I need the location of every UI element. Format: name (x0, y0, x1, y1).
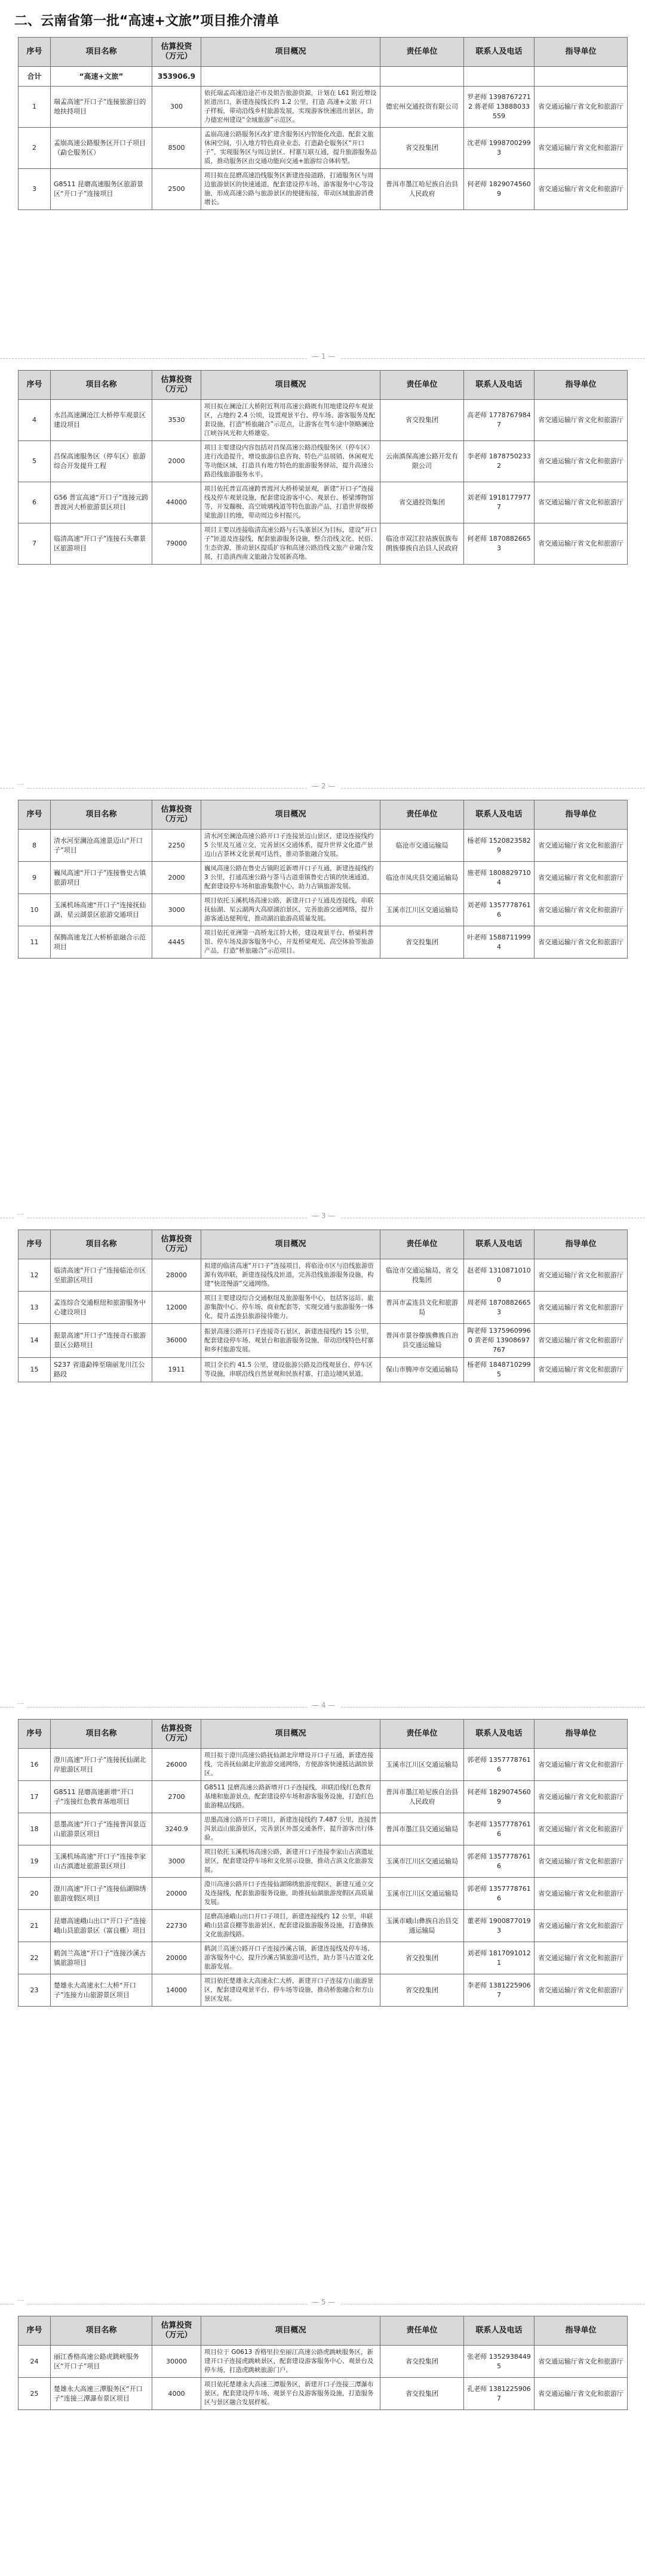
header-seq: 序号 (19, 800, 51, 830)
row-seq: 22 (19, 1942, 51, 1974)
row-guide: 省交通运输厅省文化和旅游厅 (535, 1813, 628, 1845)
table-header-row (19, 1720, 628, 1749)
table-header-row (19, 38, 628, 67)
header-overview: 项目概况 (201, 1720, 380, 1749)
header-guide: 指导单位 (535, 800, 628, 830)
table-row (19, 523, 628, 565)
row-project-name: 清水河至澜沧高速景迈山“开口子”项目 (51, 830, 152, 862)
sheet-3 (18, 800, 627, 959)
header-seq: 序号 (19, 2316, 51, 2346)
row-overview: 项目全长约 41.5 公里，建设旅游公路及沿线观景台、停车区等设施，串联沿线自然景观和民族村寨，打造边境风景道。 (201, 1358, 380, 1382)
row-investment: 36000 (152, 1324, 201, 1358)
row-guide: 省交通运输厅省文化和旅游厅 (535, 441, 628, 482)
table-row (19, 482, 628, 523)
row-seq: 11 (19, 926, 51, 959)
row-project-name: 临清高速“开口子”连接石头寨景区旅游项目 (51, 523, 152, 565)
row-investment: 12000 (152, 1292, 201, 1324)
row-guide: 省交通运输厅省文化和旅游厅 (535, 523, 628, 565)
row-overview: 巍凤高速公路在鲁史古镇附近新增开口子互通，新建连接线约 3 公里，打通高速公路与茶马古道重镇鲁史古镇的快速通道，配套建设停车场和旅游集散中心，助力古镇旅游发展。 (201, 862, 380, 894)
row-overview: 依托瑞孟高速沿途芒市及姐告旅游资源，计划在 L61 附近增设匝道出口，新建连接线长约 1.2 公里，打造 高速+文旅 开口子样板，带动沿线乡村旅游发展，实现游客快速进出景区，助力德宏州建设“全域旅游”示范区。 (201, 87, 380, 128)
row-project-name: G8511 昆磨高速新增“开口子”连接红色教育基地项目 (51, 1781, 152, 1813)
row-unit: 省交投集团 (380, 2346, 464, 2378)
row-seq: 19 (19, 1845, 51, 1878)
table-row (19, 862, 628, 894)
header-contact: 联系人及电话 (464, 38, 535, 67)
header-unit: 责任单位 (380, 1230, 464, 1259)
row-seq: 9 (19, 862, 51, 894)
row-unit: 省交投集团 (380, 1942, 464, 1974)
row-unit: 保山市腾冲市交通运输局 (380, 1358, 464, 1382)
row-unit: 玉溪市江川区交通运输局 (380, 1749, 464, 1781)
row-overview: 项目依托亚洲第一高桥龙江特大桥，建设观景平台、桥梁科普馆、停车场及游客服务中心，开发桥梁观光、高空体验等旅游产品，打造“桥旅融合”示范项目。 (201, 926, 380, 959)
row-seq: 12 (19, 1259, 51, 1292)
row-seq: 2 (19, 128, 51, 169)
header-guide: 指导单位 (535, 1230, 628, 1259)
header-seq: 序号 (19, 38, 51, 67)
row-seq: 15 (19, 1358, 51, 1382)
project-table (18, 37, 628, 210)
row-seq: 7 (19, 523, 51, 565)
row-project-name: S237 省道勐捧至瑞丽龙川江公路段 (51, 1358, 152, 1382)
row-guide: 省交通运输厅省文化和旅游厅 (535, 482, 628, 523)
table-row (19, 1358, 628, 1382)
row-unit: 普洱市孟连县文化和旅游局 (380, 1292, 464, 1324)
row-project-name: 澄川高速“开口子”连接仙湖锦绣旅游度假区项目 (51, 1878, 152, 1910)
row-unit: 玉溪市峨山彝族自治县交通运输局 (380, 1910, 464, 1942)
row-contact: 叶老师 15887119994 (464, 926, 535, 959)
header-name: 项目名称 (51, 800, 152, 830)
row-contact: 何老师 18708826653 (464, 523, 535, 565)
page-corner-mark: 一 (14, 779, 26, 790)
row-guide: 省交通运输厅省文化和旅游厅 (535, 1358, 628, 1382)
header-unit: 责任单位 (380, 800, 464, 830)
row-overview: 项目拟在澜沧江大桥附近利用高速公路既有用地建设停车观景区，占地约 2.4 公顷，设置观景平台、停车场、游客服务及配套设施，打造“桥旅融合”示范点，让游客在驾车途中领略澜沧江峡谷风光和大桥雄姿。 (201, 400, 380, 441)
row-unit: 临沧市凤庆县交通运输局 (380, 862, 464, 894)
row-guide: 省交通运输厅省文化和旅游厅 (535, 169, 628, 210)
header-name: 项目名称 (51, 2316, 152, 2346)
row-seq: 6 (19, 482, 51, 523)
row-overview: 清水河至澜沧高速公路开口子连接景迈山景区，建设连接线约 5 公里及互通立交，完善景区交通体系，提升世界文化遗产景迈山古茶林文化景观可达性，推动茶旅融合发展。 (201, 830, 380, 862)
row-guide: 省交通运输厅省文化和旅游厅 (535, 1878, 628, 1910)
row-seq: 20 (19, 1878, 51, 1910)
header-overview: 项目概况 (201, 2316, 380, 2346)
row-investment: 20000 (152, 1878, 201, 1910)
row-investment: 2000 (152, 862, 201, 894)
row-seq: 10 (19, 894, 51, 926)
header-investment: 估算投资（万元） (152, 2316, 201, 2346)
header-contact: 联系人及电话 (464, 371, 535, 400)
row-seq: 5 (19, 441, 51, 482)
row-guide: 省交通运输厅省文化和旅游厅 (535, 128, 628, 169)
row-contact: 孔老师 13812259067 (464, 2378, 535, 2410)
row-seq: 4 (19, 400, 51, 441)
row-guide: 省交通运输厅省文化和旅游厅 (535, 400, 628, 441)
row-seq: 3 (19, 169, 51, 210)
row-overview: 振景高速公路开口子连接奇石景区，新建连接线约 15 公里，配套建设停车场、观景台和旅游服务设施，带动沿线特色村寨和乡村旅游发展。 (201, 1324, 380, 1358)
table-row (19, 169, 628, 210)
total-label: 合计 (19, 67, 51, 87)
row-seq: 18 (19, 1813, 51, 1845)
row-unit: 普洱市墨江哈尼族自治县人民政府 (380, 1781, 464, 1813)
row-seq: 1 (19, 87, 51, 128)
header-contact: 联系人及电话 (464, 1720, 535, 1749)
table-row (19, 2378, 628, 2410)
table-header-row (19, 371, 628, 400)
header-guide: 指导单位 (535, 371, 628, 400)
row-investment: 4445 (152, 926, 201, 959)
row-seq: 24 (19, 2346, 51, 2378)
header-overview: 项目概况 (201, 371, 380, 400)
row-contact: 陶老师 13759609960 黄老师 13908697767 (464, 1324, 535, 1358)
row-investment: 14000 (152, 1974, 201, 2007)
row-investment: 22730 (152, 1910, 201, 1942)
row-project-name: 孟连综合交通枢纽和旅游服务中心建设项目 (51, 1292, 152, 1324)
row-investment: 8500 (152, 128, 201, 169)
row-guide: 省交通运输厅省文化和旅游厅 (535, 2378, 628, 2410)
row-overview: 项目依托玉溪机场高速公路，新建开口子互通及连接线，串联抚仙湖、星云湖两大高原湖泊景区，完善旅游交通网络，提升游客通达便利度，推动湖泊旅游高质量发展。 (201, 894, 380, 926)
row-overview: 项目拟于澄川高速公路抚仙湖北岸增设开口子互通，新建连接线，完善抚仙湖北岸旅游交通网络，方便游客快速抵达湖滨景区。 (201, 1749, 380, 1781)
row-contact: 杨老师 18487102995 (464, 1358, 535, 1382)
row-contact: 李老师 18787502332 (464, 441, 535, 482)
row-project-name: 水昌高速澜沧江大桥停车观景区建设项目 (51, 400, 152, 441)
row-contact: 李老师 13577787616 (464, 1813, 535, 1845)
sheet-5 (18, 1719, 627, 2007)
row-unit: 省交投集团 (380, 128, 464, 169)
row-project-name: 玉溪机场高速“开口子”连接抚仙湖、星云湖景区旅游交通项目 (51, 894, 152, 926)
row-seq: 14 (19, 1324, 51, 1358)
row-unit: 玉溪市江川区交通运输局 (380, 894, 464, 926)
row-unit: 德宏州交通投资有限公司 (380, 87, 464, 128)
row-unit: 临沧市交通运输局、省交投集团 (380, 1259, 464, 1292)
row-contact: 郭老师 13577787616 (464, 1845, 535, 1878)
table-row (19, 1324, 628, 1358)
row-investment: 28000 (152, 1259, 201, 1292)
row-contact: 刘老师 19181779777 (464, 482, 535, 523)
header-seq: 序号 (19, 371, 51, 400)
table-row (19, 1292, 628, 1324)
row-overview: 项目依托楚雄永大高速三潭服务区，新建开口子连接三潭瀑布景区，配套建设停车场、观景平台及游客服务设施，打造服务区与景区融合发展样板。 (201, 2378, 380, 2410)
table-row (19, 926, 628, 959)
row-investment: 3240.9 (152, 1813, 201, 1845)
page-number: — 1 — (307, 352, 340, 360)
row-contact: 沈老师 19987002993 (464, 128, 535, 169)
table-row (19, 1942, 628, 1974)
header-unit: 责任单位 (380, 38, 464, 67)
sheet-4 (18, 1230, 627, 1382)
row-overview: G8511 昆磨高速公路新增开口子连接线，串联沿线红色教育基地和旅游景点，配套建设停车场和游客服务设施，打造红色旅游精品线路。 (201, 1781, 380, 1813)
row-investment: 3000 (152, 1845, 201, 1878)
project-table (18, 1230, 628, 1382)
page-separator (0, 2297, 645, 2306)
page-corner-mark: 一 (14, 1209, 26, 1219)
row-overview: 项目依托楚雄永大高速永仁大桥，新建开口子连接方山旅游景区，配套建设观景平台、停车场等设施，推动桥旅融合和方山景区发展。 (201, 1974, 380, 2007)
row-unit: 云南滇保高速公路开发有限公司 (380, 441, 464, 482)
row-guide: 省交通运输厅省文化和旅游厅 (535, 2346, 628, 2378)
total-row (19, 67, 628, 87)
header-unit: 责任单位 (380, 1720, 464, 1749)
header-investment: 估算投资（万元） (152, 1720, 201, 1749)
header-overview: 项目概况 (201, 38, 380, 67)
row-seq: 23 (19, 1974, 51, 2007)
row-investment: 3530 (152, 400, 201, 441)
row-unit: 省交投集团 (380, 2378, 464, 2410)
row-contact: 张老师 13529384495 (464, 2346, 535, 2378)
row-project-name: 澄川高速“开口子”连接抚仙湖北岸旅游区项目 (51, 1749, 152, 1781)
page-number: — 5 — (307, 2298, 340, 2306)
row-investment: 1911 (152, 1358, 201, 1382)
header-contact: 联系人及电话 (464, 2316, 535, 2346)
row-overview: 项目主要建设内容包括对昌保高速公路沿线服务区（停车区）进行改造提升，增设旅游信息咨询、特色产品展销、休闲观光等功能区域，打造具有地方特色的旅游服务驿站，提升高速公路沿线旅游服务水平。 (201, 441, 380, 482)
row-overview: 项目拟在昆磨高速沿线服务区新建连接道路，打通服务区与周边旅游景区的快速通道，配套建设停车场、游客服务中心等设施，形成高速公路与旅游景区的便捷衔接，带动区域旅游消费增长。 (201, 169, 380, 210)
total-investment: 353906.9 (152, 67, 201, 87)
table-header-row (19, 800, 628, 830)
header-investment: 估算投资（万元） (152, 800, 201, 830)
row-investment: 300 (152, 87, 201, 128)
row-seq: 17 (19, 1781, 51, 1813)
row-unit: 省交投集团 (380, 400, 464, 441)
row-unit: 普洱市墨江哈尼族自治县人民政府 (380, 169, 464, 210)
row-guide: 省交通运输厅省文化和旅游厅 (535, 1292, 628, 1324)
table-row (19, 87, 628, 128)
row-investment: 2700 (152, 1781, 201, 1813)
row-investment: 79000 (152, 523, 201, 565)
row-project-name: 鹤剑兰高速“开口子”连接沙溪古镇旅游项目 (51, 1942, 152, 1974)
table-header-row (19, 2316, 628, 2346)
header-seq: 序号 (19, 1230, 51, 1259)
row-overview: 项目主要建设综合交通枢纽及旅游服务中心，包括客运站、旅游集散中心、停车场、商业配套等，实现交通与旅游服务一体化，提升孟连县旅游接待能力。 (201, 1292, 380, 1324)
sheet-6 (18, 2316, 627, 2410)
table-row (19, 830, 628, 862)
row-guide: 省交通运输厅省文化和旅游厅 (535, 894, 628, 926)
header-guide: 指导单位 (535, 38, 628, 67)
row-project-name: 孟崩高速公路服务区开口子项目（勐仑服务区） (51, 128, 152, 169)
table-row (19, 894, 628, 926)
row-contact: 刘老师 18170910121 (464, 1942, 535, 1974)
row-seq: 13 (19, 1292, 51, 1324)
row-seq: 21 (19, 1910, 51, 1942)
row-guide: 省交通运输厅省文化和旅游厅 (535, 1974, 628, 2007)
page-corner-mark: 一 (14, 2295, 26, 2306)
row-contact: 罗老师 13987672712 蒋老师 13888033559 (464, 87, 535, 128)
row-contact: 杨老师 15208235829 (464, 830, 535, 862)
header-investment: 估算投资（万元） (152, 371, 201, 400)
header-name: 项目名称 (51, 371, 152, 400)
header-guide: 指导单位 (535, 2316, 628, 2346)
row-project-name: G56 普宣高速“开口子”连接元跨普渡河大桥旅游景区项目 (51, 482, 152, 523)
project-table (18, 370, 628, 565)
row-guide: 省交通运输厅省文化和旅游厅 (535, 1259, 628, 1292)
header-seq: 序号 (19, 1720, 51, 1749)
header-name: 项目名称 (51, 1720, 152, 1749)
row-investment: 44000 (152, 482, 201, 523)
row-project-name: 临清高速“开口子”连接临沧市区至旅游区项目 (51, 1259, 152, 1292)
page-title: 二、云南省第一批“高速+文旅”项目推介清单 (14, 14, 280, 29)
row-project-name: 振景高速“开口子”连接奇石旅游景区公路项目 (51, 1324, 152, 1358)
row-investment: 2000 (152, 441, 201, 482)
row-project-name: 思墨高速“开口子”连接普洱景迈山旅游景区项目 (51, 1813, 152, 1845)
row-investment: 30000 (152, 2346, 201, 2378)
row-unit: 省交投集团 (380, 926, 464, 959)
row-project-name: 丽江香格高速公路虎跳峡服务区“开口子”项目 (51, 2346, 152, 2378)
project-table (18, 2316, 628, 2410)
page-separator (0, 1210, 645, 1220)
table-row (19, 400, 628, 441)
row-unit: 普洱市景谷傣族彝族自治县交通运输局 (380, 1324, 464, 1358)
project-table (18, 800, 628, 959)
table-row (19, 1878, 628, 1910)
total-name: “高速+文旅” (51, 67, 152, 87)
header-guide: 指导单位 (535, 1720, 628, 1749)
row-contact: 赵老师 13108710100 (464, 1259, 535, 1292)
row-seq: 8 (19, 830, 51, 862)
row-overview: 项目依托玉溪机场高速公路，新建开口子连接李家山古滇遗址景区，配套建设停车场和文化展示设施，推动古滇文化旅游发展。 (201, 1845, 380, 1878)
row-unit: 临沧市交通运输局 (380, 830, 464, 862)
page-corner-mark: 一 (14, 1699, 26, 1709)
row-investment: 26000 (152, 1749, 201, 1781)
row-overview: 项目依托普宣高速跨普渡河大桥桥梁景观，新建“开口子”连接线及停车观景设施，配套建设游客中心、观景台、桥梁博物馆等，开发蹦极、高空玻璃栈道等特色旅游产品，打造世界级桥梁旅游目的地，带动周边乡村振兴。 (201, 482, 380, 523)
row-guide: 省交通运输厅省文化和旅游厅 (535, 862, 628, 894)
row-project-name: 楚雄永大高速永仁大桥“开口子”连接方山旅游景区项目 (51, 1974, 152, 2007)
row-project-name: 昆磨高速峨山出口“开口子”连接峨山县旅游景区（富良棚）项目 (51, 1910, 152, 1942)
row-guide: 省交通运输厅省文化和旅游厅 (535, 1749, 628, 1781)
row-guide: 省交通运输厅省文化和旅游厅 (535, 87, 628, 128)
table-row (19, 1813, 628, 1845)
header-name: 项目名称 (51, 38, 152, 67)
row-project-name: 巍凤高速“开口子”连接鲁史古镇旅游项目 (51, 862, 152, 894)
row-contact: 李老师 13812259067 (464, 1974, 535, 2007)
row-contact: 何老师 18290745609 (464, 1781, 535, 1813)
row-project-name: 楚雄永大高速三潭服务区“开口子”连接三潭瀑布景区项目 (51, 2378, 152, 2410)
row-contact: 郭老师 13577787616 (464, 1878, 535, 1910)
row-overview: 项目主要以连接临清高速公路与石头寨景区为目标，建设“开口子”匝道及连接线，配套旅游服务设施，整合沿线文化、民俗、生态资源，推动景区提质扩容和高速公路沿线文旅产业融合发展，打造滇西南文旅融合发展新高地。 (201, 523, 380, 565)
header-investment: 估算投资（万元） (152, 1230, 201, 1259)
row-project-name: 玉溪机场高速“开口子”连接李家山古滇遗址旅游景区项目 (51, 1845, 152, 1878)
sheet-1 (18, 37, 627, 210)
sheet-2 (18, 370, 627, 565)
row-project-name: G8511 昆磨高速服务区旅游景区“开口子”连接项目 (51, 169, 152, 210)
table-row (19, 128, 628, 169)
page-number: — 2 — (307, 782, 340, 790)
row-unit: 普洱市墨江县交通运输局 (380, 1813, 464, 1845)
row-guide: 省交通运输厅省文化和旅游厅 (535, 1781, 628, 1813)
row-unit: 省交投集团 (380, 1974, 464, 2007)
header-overview: 项目概况 (201, 800, 380, 830)
row-guide: 省交通运输厅省文化和旅游厅 (535, 1845, 628, 1878)
header-name: 项目名称 (51, 1230, 152, 1259)
table-row (19, 1910, 628, 1942)
row-overview: 昆磨高速峨山出口开口子项目，新建连接线约 12 公里，串联峨山县富良棚等旅游景区，配套建设旅游服务设施，打造彝族文化旅游线路。 (201, 1910, 380, 1942)
row-contact: 郭老师 13577787616 (464, 1749, 535, 1781)
table-row (19, 2346, 628, 2378)
row-overview: 思墨高速公路开口子项目，新建连接线约 7.487 公里，连接普洱景迈山旅游景区，完善景区外部交通条件，提升游客出行体验。 (201, 1813, 380, 1845)
row-overview: 拟建的临清高速“开口子”连接项目，将临沧市区与沿线旅游资源有效串联，新建连接线及匝道，完善沿线旅游服务设施，构建“快进慢游”交通网络。 (201, 1259, 380, 1292)
table-row (19, 441, 628, 482)
header-unit: 责任单位 (380, 2316, 464, 2346)
table-header-row (19, 1230, 628, 1259)
row-unit: 玉溪市江川区交通运输局 (380, 1878, 464, 1910)
header-investment: 估算投资（万元） (152, 38, 201, 67)
row-investment: 3000 (152, 894, 201, 926)
page-separator (0, 781, 645, 790)
table-row (19, 1845, 628, 1878)
row-overview: 澄川高速公路开口子连接仙湖锦绣旅游度假区，新建互通立交及连接线，配套旅游服务设施，助推抚仙湖旅游度假区高质量发展。 (201, 1878, 380, 1910)
row-contact: 施老师 18088297104 (464, 862, 535, 894)
row-project-name: 昌保高速服务区（停车区）旅游综合开发提升工程 (51, 441, 152, 482)
row-project-name: 保腾高速龙江大桥桥旅融合示范项目 (51, 926, 152, 959)
row-contact: 何老师 18290745609 (464, 169, 535, 210)
row-investment: 2500 (152, 169, 201, 210)
row-overview: 项目位于 G0613 香格里拉至丽江高速公路虎跳峡服务区，新建开口子连接虎跳峡景区，配套建设游客服务中心、观景台及停车场，打造虎跳峡旅游门户。 (201, 2346, 380, 2378)
row-contact: 刘老师 13577787616 (464, 894, 535, 926)
row-investment: 20000 (152, 1942, 201, 1974)
header-contact: 联系人及电话 (464, 800, 535, 830)
row-investment: 2250 (152, 830, 201, 862)
row-guide: 省交通运输厅省文化和旅游厅 (535, 1910, 628, 1942)
row-contact: 董老师 19008770193 (464, 1910, 535, 1942)
row-overview: 鹤剑兰高速公路开口子连接沙溪古镇，新建连接线及停车场、游客服务中心，提升沙溪古镇旅游可达性，助力茶马古道文化旅游发展。 (201, 1942, 380, 1974)
page-number: — 4 — (307, 1701, 340, 1709)
table-row (19, 1749, 628, 1781)
row-contact: 高老师 17787679847 (464, 400, 535, 441)
row-guide: 省交通运输厅省文化和旅游厅 (535, 1942, 628, 1974)
row-investment: 4000 (152, 2378, 201, 2410)
row-contact: 周老师 18708826653 (464, 1292, 535, 1324)
row-seq: 16 (19, 1749, 51, 1781)
page-number: — 3 — (307, 1212, 340, 1220)
row-seq: 25 (19, 2378, 51, 2410)
table-row (19, 1259, 628, 1292)
row-overview: 孟崩高速公路服务区改扩建含服务区内智能化改造、配套文旅休闲空间，引入地方特色商业业态，打造勐仑服务区“开口子”，实现服务区与周边景区、村寨互联互通，提升旅游服务品质，推动服务区由交通功能向交通+旅游综合体转型。 (201, 128, 380, 169)
row-project-name: 瑞孟高速“开口子”连接旅游目的地扶持项目 (51, 87, 152, 128)
header-unit: 责任单位 (380, 371, 464, 400)
row-guide: 省交通运输厅省文化和旅游厅 (535, 926, 628, 959)
header-overview: 项目概况 (201, 1230, 380, 1259)
table-row (19, 1974, 628, 2007)
table-row (19, 1781, 628, 1813)
row-guide: 省交通运输厅省文化和旅游厅 (535, 1324, 628, 1358)
row-unit: 临沧市双江拉祜族佤族布朗族傣族自治县人民政府 (380, 523, 464, 565)
row-guide: 省交通运输厅省文化和旅游厅 (535, 830, 628, 862)
project-table (18, 1719, 628, 2007)
header-contact: 联系人及电话 (464, 1230, 535, 1259)
row-unit: 玉溪市江川区交通运输局 (380, 1845, 464, 1878)
page-separator (0, 352, 645, 360)
row-unit: 省交通投资集团 (380, 482, 464, 523)
page-separator (0, 1700, 645, 1709)
